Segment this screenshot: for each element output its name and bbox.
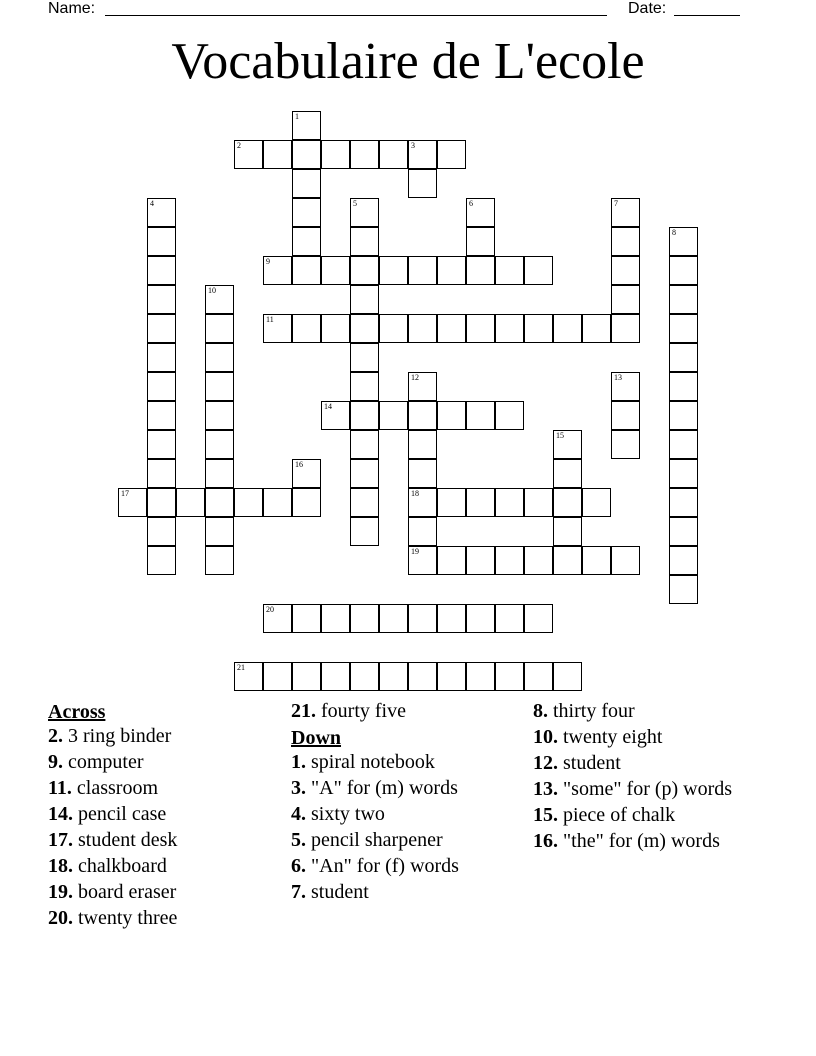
clue-text: board eraser <box>78 881 177 903</box>
grid-cell[interactable] <box>147 401 176 430</box>
clue-number-label: 10 <box>208 286 216 295</box>
grid-cell[interactable] <box>379 662 408 691</box>
clue-text: 3 ring binder <box>68 725 172 747</box>
clue-number-label: 3 <box>411 141 415 150</box>
grid-cell[interactable] <box>379 256 408 285</box>
grid-cell[interactable] <box>611 372 640 401</box>
grid-cell[interactable] <box>466 256 495 285</box>
grid-cell[interactable] <box>524 662 553 691</box>
grid-cell[interactable] <box>408 401 437 430</box>
clue-number-label: 1 <box>295 112 299 121</box>
grid-cell[interactable] <box>553 430 582 459</box>
grid-cell[interactable] <box>611 401 640 430</box>
grid-cell[interactable] <box>495 256 524 285</box>
grid-cell[interactable] <box>582 546 611 575</box>
clue-number: 10. <box>533 726 558 748</box>
grid-cell[interactable] <box>350 198 379 227</box>
grid-cell[interactable] <box>321 662 350 691</box>
clue-text: pencil sharpener <box>311 829 443 851</box>
grid-cell[interactable] <box>553 488 582 517</box>
grid-cell[interactable] <box>437 604 466 633</box>
clue-text: "the" for (m) words <box>563 830 720 852</box>
clue-number-label: 18 <box>411 489 419 498</box>
grid-cell[interactable] <box>147 198 176 227</box>
grid-cell[interactable] <box>292 198 321 227</box>
clue-text: student desk <box>78 829 178 851</box>
clue-down-6 <box>291 855 521 878</box>
grid-cell[interactable] <box>379 401 408 430</box>
grid-cell[interactable] <box>350 343 379 372</box>
grid-cell[interactable] <box>147 459 176 488</box>
grid-cell[interactable] <box>263 662 292 691</box>
grid-cell[interactable] <box>147 546 176 575</box>
grid-cell[interactable] <box>234 140 263 169</box>
grid-cell[interactable] <box>524 256 553 285</box>
grid-cell[interactable] <box>292 111 321 140</box>
grid-cell[interactable] <box>408 256 437 285</box>
clue-number-label: 11 <box>266 315 274 324</box>
grid-cell[interactable] <box>495 662 524 691</box>
grid-cell[interactable] <box>205 314 234 343</box>
grid-cell[interactable] <box>147 430 176 459</box>
grid-cell[interactable] <box>669 430 698 459</box>
clue-text: classroom <box>76 777 158 799</box>
clue-number-label: 21 <box>237 663 245 672</box>
clue-across-11 <box>48 777 278 800</box>
grid-cell[interactable] <box>321 140 350 169</box>
grid-cell[interactable] <box>350 430 379 459</box>
grid-cell[interactable] <box>437 140 466 169</box>
grid-cell[interactable] <box>524 314 553 343</box>
grid-cell[interactable] <box>466 198 495 227</box>
down-heading: Down <box>291 727 342 749</box>
clue-text: piece of chalk <box>563 804 676 826</box>
clues-column-2 <box>291 700 521 907</box>
clue-down-13 <box>533 778 763 801</box>
clue-across-2 <box>48 725 278 748</box>
clue-across-17 <box>48 829 278 852</box>
grid-cell[interactable] <box>292 169 321 198</box>
grid-cell[interactable] <box>408 430 437 459</box>
grid-cell[interactable] <box>292 256 321 285</box>
grid-cell[interactable] <box>118 488 147 517</box>
clue-text: spiral notebook <box>311 751 435 773</box>
grid-cell[interactable] <box>263 256 292 285</box>
grid-cell[interactable] <box>350 517 379 546</box>
grid-cell[interactable] <box>669 285 698 314</box>
name-label: Name: <box>48 0 96 17</box>
grid-cell[interactable] <box>408 169 437 198</box>
grid-cell[interactable] <box>437 546 466 575</box>
grid-cell[interactable] <box>205 285 234 314</box>
grid-cell[interactable] <box>437 256 466 285</box>
clue-number-label: 17 <box>121 489 129 498</box>
clue-number: 2. <box>48 725 63 747</box>
grid-cell[interactable] <box>553 662 582 691</box>
grid-cell[interactable] <box>292 662 321 691</box>
clue-across-18 <box>48 855 278 878</box>
grid-cell[interactable] <box>437 488 466 517</box>
grid-cell[interactable] <box>408 546 437 575</box>
grid-cell[interactable] <box>147 256 176 285</box>
clue-number: 1. <box>291 751 306 773</box>
clue-number: 18. <box>48 855 73 877</box>
clue-number: 8. <box>533 700 548 722</box>
clue-down-3 <box>291 777 521 800</box>
clue-down-10 <box>533 726 763 749</box>
clue-number: 15. <box>533 804 558 826</box>
grid-cell[interactable] <box>350 604 379 633</box>
clue-number: 14. <box>48 803 73 825</box>
clue-number: 9. <box>48 751 63 773</box>
grid-cell[interactable] <box>524 546 553 575</box>
grid-cell[interactable] <box>582 314 611 343</box>
clue-number-label: 5 <box>353 199 357 208</box>
across-heading: Across <box>48 701 106 723</box>
grid-cell[interactable] <box>321 604 350 633</box>
clue-text: twenty eight <box>563 726 663 748</box>
grid-cell[interactable] <box>669 256 698 285</box>
grid-cell[interactable] <box>350 488 379 517</box>
clue-number: 12. <box>533 752 558 774</box>
grid-cell[interactable] <box>495 546 524 575</box>
grid-cell[interactable] <box>205 517 234 546</box>
clue-number-label: 13 <box>614 373 622 382</box>
grid-cell[interactable] <box>611 546 640 575</box>
grid-cell[interactable] <box>669 488 698 517</box>
grid-cell[interactable] <box>147 517 176 546</box>
grid-cell[interactable] <box>205 430 234 459</box>
grid-cell[interactable] <box>379 140 408 169</box>
grid-cell[interactable] <box>147 372 176 401</box>
grid-cell[interactable] <box>466 546 495 575</box>
grid-cell[interactable] <box>350 285 379 314</box>
grid-cell[interactable] <box>611 227 640 256</box>
grid-cell[interactable] <box>408 488 437 517</box>
clue-number-label: 14 <box>324 402 332 411</box>
grid-cell[interactable] <box>263 604 292 633</box>
grid-cell[interactable] <box>350 401 379 430</box>
grid-cell[interactable] <box>466 401 495 430</box>
grid-cell[interactable] <box>553 314 582 343</box>
grid-cell[interactable] <box>437 662 466 691</box>
grid-cell[interactable] <box>553 546 582 575</box>
grid-cell[interactable] <box>466 488 495 517</box>
grid-cell[interactable] <box>292 140 321 169</box>
grid-cell[interactable] <box>321 314 350 343</box>
clue-across-14 <box>48 803 278 826</box>
clue-text: student <box>563 752 621 774</box>
clue-text: pencil case <box>78 803 167 825</box>
grid-cell[interactable] <box>611 430 640 459</box>
clue-number-label: 9 <box>266 257 270 266</box>
clue-number: 17. <box>48 829 73 851</box>
grid-cell[interactable] <box>147 285 176 314</box>
grid-cell[interactable] <box>292 314 321 343</box>
grid-cell[interactable] <box>669 459 698 488</box>
grid-cell[interactable] <box>147 343 176 372</box>
clue-number-label: 8 <box>672 228 676 237</box>
clue-number-label: 19 <box>411 547 419 556</box>
grid-cell[interactable] <box>176 488 205 517</box>
grid-cell[interactable] <box>350 459 379 488</box>
grid-cell[interactable] <box>466 227 495 256</box>
grid-cell[interactable] <box>350 372 379 401</box>
grid-cell[interactable] <box>611 314 640 343</box>
grid-cell[interactable] <box>350 227 379 256</box>
grid-cell[interactable] <box>611 256 640 285</box>
clue-text: "An" for (f) words <box>311 855 459 877</box>
clue-number-label: 4 <box>150 199 154 208</box>
clue-down-8 <box>533 700 763 723</box>
clue-number: 5. <box>291 829 306 851</box>
grid-cell[interactable] <box>495 604 524 633</box>
grid-cell[interactable] <box>350 140 379 169</box>
grid-cell[interactable] <box>495 314 524 343</box>
clue-number-label: 12 <box>411 373 419 382</box>
grid-cell[interactable] <box>321 256 350 285</box>
grid-cell[interactable] <box>466 662 495 691</box>
grid-cell[interactable] <box>553 459 582 488</box>
grid-cell[interactable] <box>292 227 321 256</box>
clue-number-label: 15 <box>556 431 564 440</box>
grid-cell[interactable] <box>234 662 263 691</box>
clue-number: 11. <box>48 777 72 799</box>
grid-cell[interactable] <box>466 314 495 343</box>
grid-cell[interactable] <box>524 488 553 517</box>
grid-cell[interactable] <box>408 604 437 633</box>
clue-down-16 <box>533 830 763 853</box>
grid-cell[interactable] <box>263 140 292 169</box>
grid-cell[interactable] <box>321 401 350 430</box>
clue-number: 13. <box>533 778 558 800</box>
grid-cell[interactable] <box>495 401 524 430</box>
grid-cell[interactable] <box>408 517 437 546</box>
grid-cell[interactable] <box>263 314 292 343</box>
grid-cell[interactable] <box>350 662 379 691</box>
clue-number-label: 20 <box>266 605 274 614</box>
grid-cell[interactable] <box>669 227 698 256</box>
clue-number-label: 16 <box>295 460 303 469</box>
clue-down-1 <box>291 751 521 774</box>
grid-cell[interactable] <box>234 488 263 517</box>
grid-cell[interactable] <box>147 488 176 517</box>
grid-cell[interactable] <box>205 488 234 517</box>
clue-number: 20. <box>48 907 73 929</box>
grid-cell[interactable] <box>669 517 698 546</box>
grid-cell[interactable] <box>582 488 611 517</box>
clue-text: student <box>311 881 369 903</box>
clue-number: 19. <box>48 881 73 903</box>
grid-cell[interactable] <box>466 604 495 633</box>
grid-cell[interactable] <box>669 343 698 372</box>
clue-down-15 <box>533 804 763 827</box>
clue-number-label: 2 <box>237 141 241 150</box>
grid-cell[interactable] <box>437 314 466 343</box>
clue-number: 7. <box>291 881 306 903</box>
clue-number-label: 7 <box>614 199 618 208</box>
clue-down-7 <box>291 881 521 904</box>
grid-cell[interactable] <box>495 488 524 517</box>
clue-down-5 <box>291 829 521 852</box>
grid-cell[interactable] <box>350 256 379 285</box>
grid-cell[interactable] <box>205 372 234 401</box>
clue-number: 6. <box>291 855 306 877</box>
grid-cell[interactable] <box>524 604 553 633</box>
grid-cell[interactable] <box>205 401 234 430</box>
clue-text: computer <box>68 751 144 773</box>
clue-number-label: 6 <box>469 199 473 208</box>
grid-cell[interactable] <box>669 314 698 343</box>
grid-cell[interactable] <box>669 372 698 401</box>
grid-cell[interactable] <box>147 227 176 256</box>
clue-text: thirty four <box>553 700 635 722</box>
grid-cell[interactable] <box>292 604 321 633</box>
grid-cell[interactable] <box>292 488 321 517</box>
clue-number: 3. <box>291 777 306 799</box>
grid-cell[interactable] <box>205 343 234 372</box>
clues-column-3 <box>533 700 763 856</box>
clue-down-4 <box>291 803 521 826</box>
clue-text: fourty five <box>321 700 406 722</box>
clue-number: 16. <box>533 830 558 852</box>
grid-cell[interactable] <box>205 546 234 575</box>
grid-cell[interactable] <box>408 372 437 401</box>
grid-cell[interactable] <box>553 517 582 546</box>
clue-text: sixty two <box>311 803 385 825</box>
grid-cell[interactable] <box>611 198 640 227</box>
grid-cell[interactable] <box>292 459 321 488</box>
clue-across-21 <box>291 700 521 723</box>
grid-cell[interactable] <box>263 488 292 517</box>
clue-text: twenty three <box>78 907 178 929</box>
grid-cell[interactable] <box>611 285 640 314</box>
clue-number: 21. <box>291 700 316 722</box>
grid-cell[interactable] <box>408 459 437 488</box>
grid-cell[interactable] <box>669 546 698 575</box>
clue-text: "A" for (m) words <box>311 777 458 799</box>
clue-across-20 <box>48 907 278 930</box>
clue-down-12 <box>533 752 763 775</box>
grid-cell[interactable] <box>350 314 379 343</box>
grid-cell[interactable] <box>408 662 437 691</box>
clue-text: "some" for (p) words <box>563 778 733 800</box>
grid-cell[interactable] <box>437 401 466 430</box>
page-title: Vocabulaire de L'ecole <box>171 33 645 90</box>
grid-cell[interactable] <box>408 140 437 169</box>
date-label: Date: <box>628 0 667 17</box>
clues-column-1 <box>48 700 278 933</box>
grid-cell[interactable] <box>147 314 176 343</box>
grid-cell[interactable] <box>379 604 408 633</box>
grid-cell[interactable] <box>669 401 698 430</box>
clue-across-19 <box>48 881 278 904</box>
grid-cell[interactable] <box>379 314 408 343</box>
clue-text: chalkboard <box>78 855 167 877</box>
grid-cell[interactable] <box>205 459 234 488</box>
clue-number: 4. <box>291 803 306 825</box>
clue-across-9 <box>48 751 278 774</box>
grid-cell[interactable] <box>669 575 698 604</box>
grid-cell[interactable] <box>408 314 437 343</box>
